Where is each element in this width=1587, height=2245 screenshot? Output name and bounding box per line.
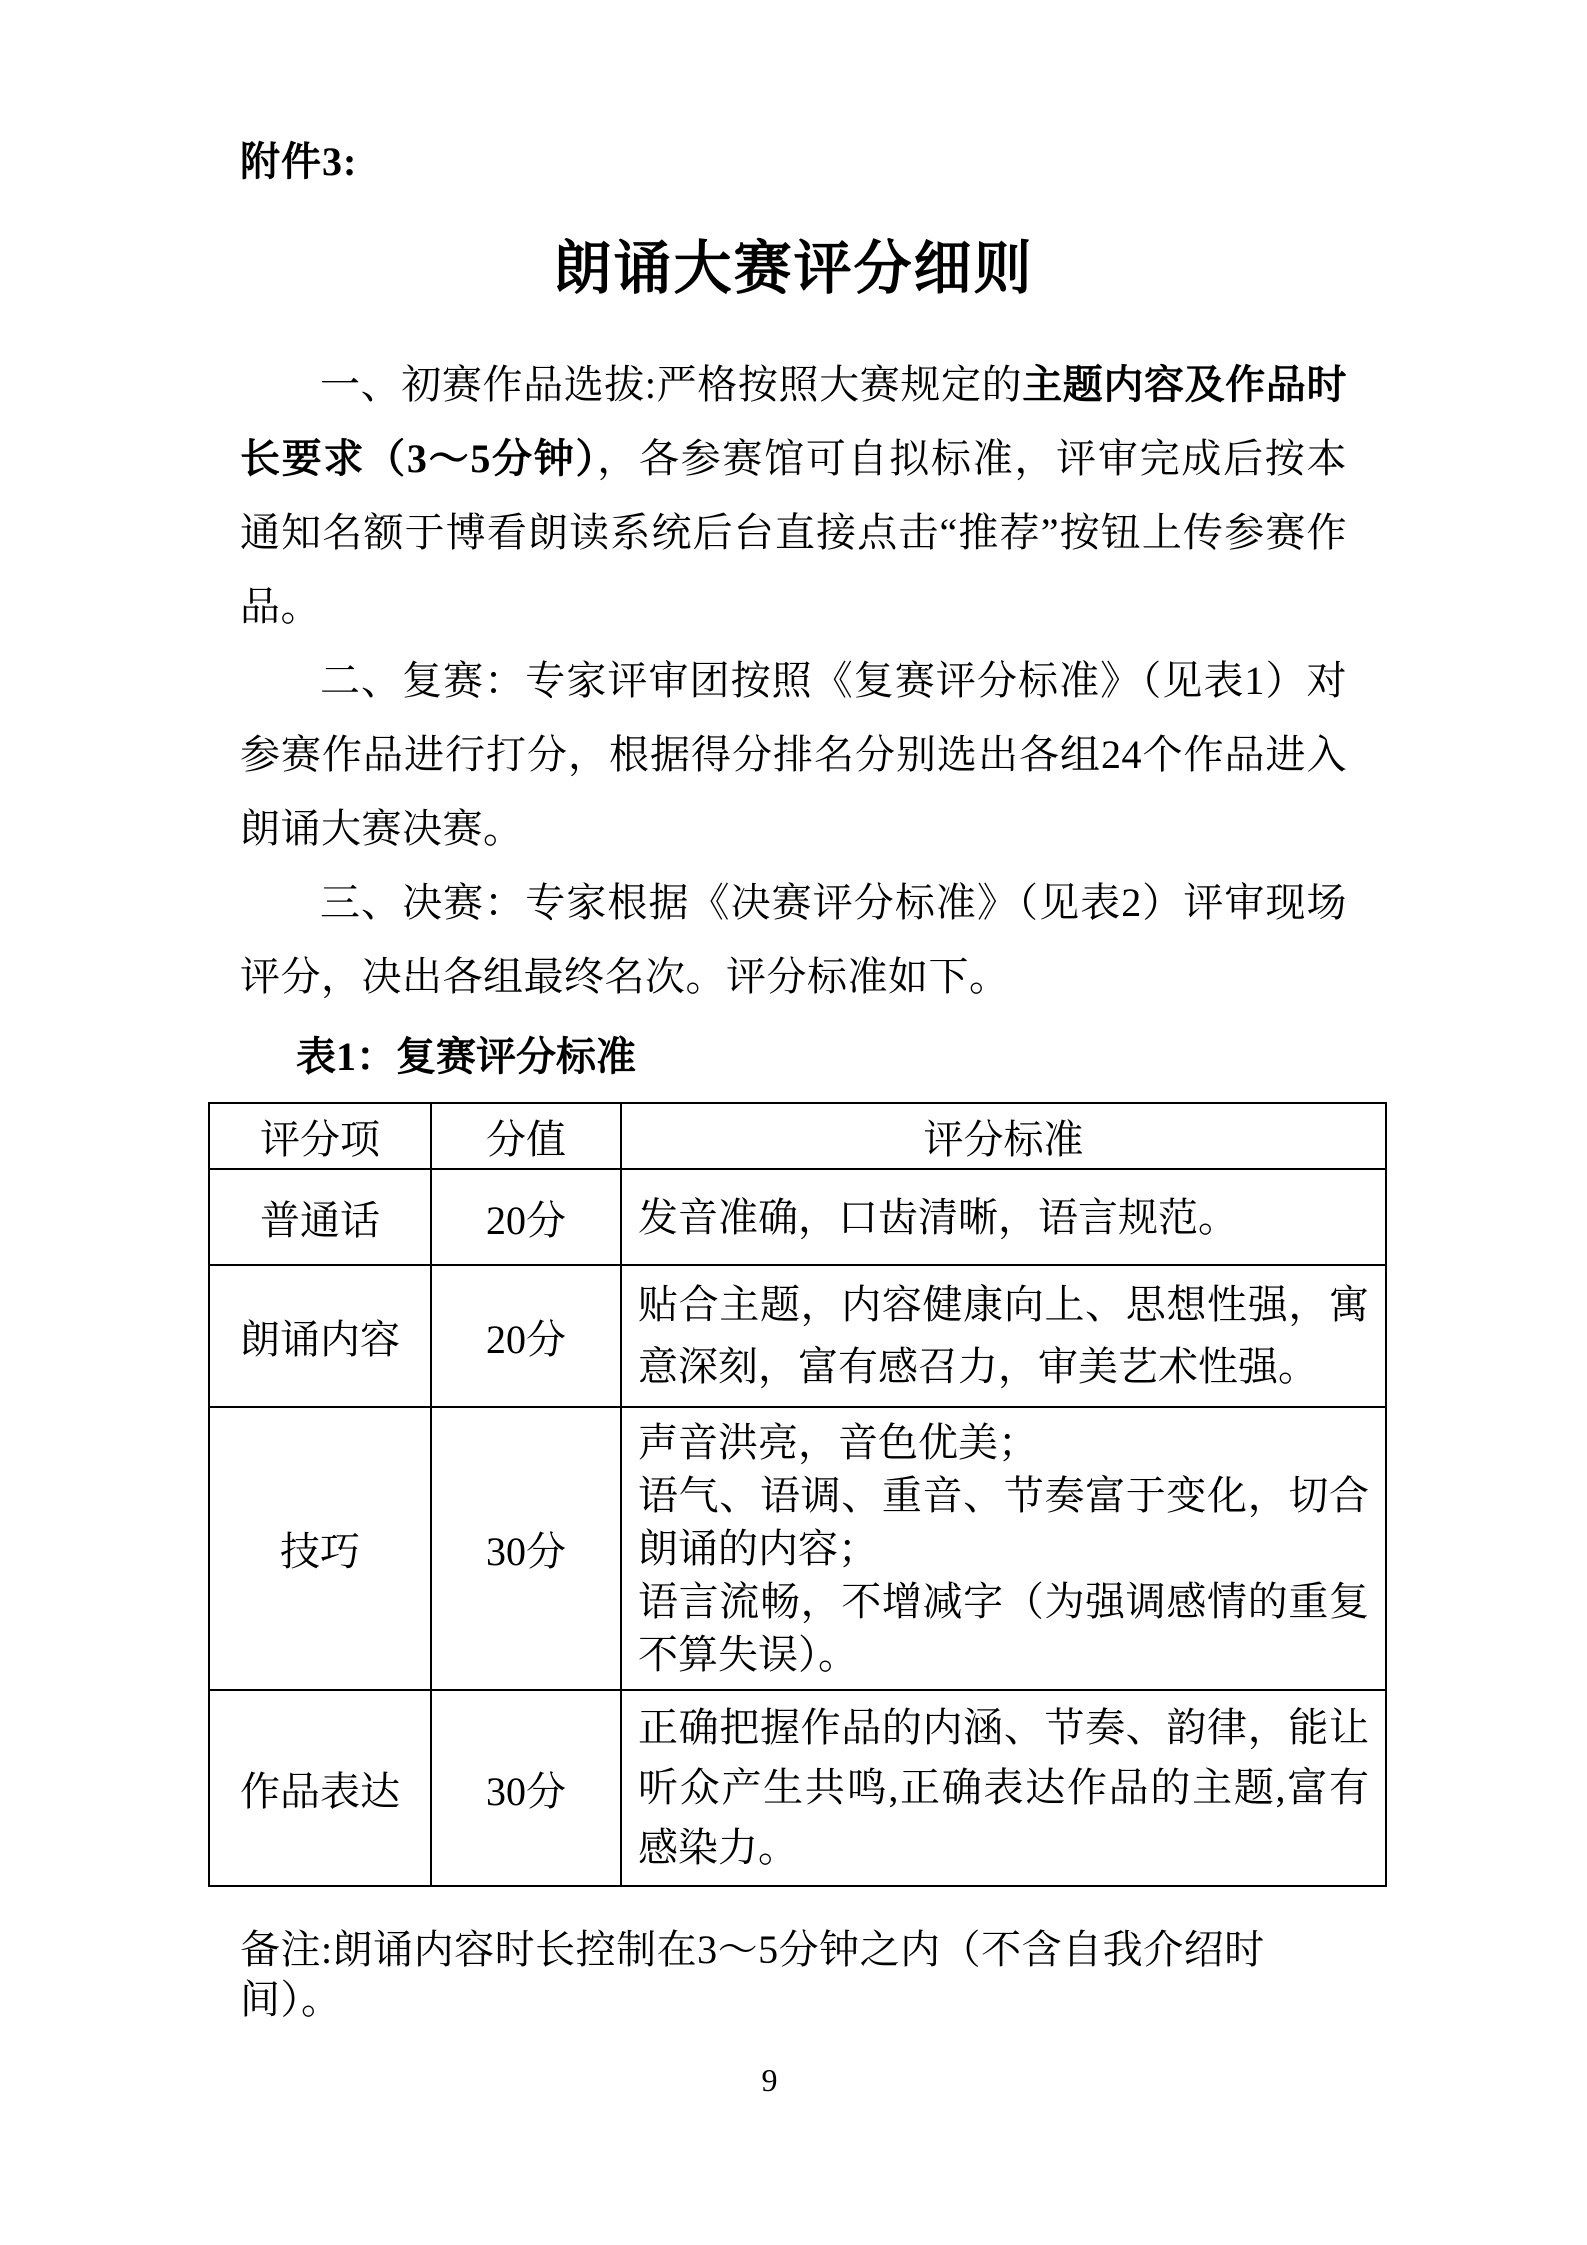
criteria-line: 语言流畅，不增减字（为强调感情的重复不算失误）。 [638, 1579, 1369, 1677]
cell-item-langsong-neirong: 朗诵内容 [209, 1265, 431, 1407]
table-header-score: 分值 [431, 1103, 621, 1169]
table-header-row [209, 1103, 1386, 1169]
body-paragraphs [240, 348, 1347, 1014]
table-row-jiqiao [209, 1407, 1386, 1690]
document-title: 朗诵大赛评分细则 [553, 236, 1034, 301]
paragraph-first-round [240, 348, 1347, 644]
criteria-line: 声音洪亮，音色优美； [638, 1420, 1038, 1465]
criteria-line: 贴合主题，内容健康向上、思想性强，寓意深刻，富有感召力，审美艺术性强。 [638, 1282, 1369, 1389]
cell-item-putonghua: 普通话 [209, 1169, 431, 1265]
paragraph-first-round-text-end: ，各参赛馆可自拟标准，评审完成后按本通知名额于博看朗读系统后台直接点击“推荐”按钮上传参赛作品。 [240, 436, 1348, 629]
cell-score-langsong-neirong: 20分 [431, 1265, 621, 1407]
table-header-criteria: 评分标准 [621, 1103, 1386, 1169]
table-row-zuopin-biaoda [209, 1690, 1386, 1886]
page-number: 9 [761, 2062, 778, 2098]
cell-item-jiqiao: 技巧 [209, 1407, 431, 1690]
table-header-item: 评分项 [209, 1103, 431, 1169]
attachment-label: 附件3: [240, 139, 358, 184]
cell-score-putonghua: 20分 [431, 1169, 621, 1265]
table-caption: 表1：复赛评分标准 [296, 1034, 636, 1079]
paragraph-semifinal: 二、复赛：专家评审团按照《复赛评分标准》（见表1）对参赛作品进行打分，根据得分排名分别选出各组24个作品进入朗诵大赛决赛。 [240, 658, 1347, 851]
note: 备注:朗诵内容时长控制在3～5分钟之内（不含自我介绍时间）。 [240, 1927, 1265, 2022]
paragraph-first-round-bold-text: 主题内容及作品时长要求（3～5分钟） [240, 362, 1347, 481]
paragraph-first-round-text-start: 一、初赛作品选拔:严格按照大赛规定的 [320, 362, 1023, 407]
cell-criteria-jiqiao [621, 1407, 1386, 1690]
cell-score-jiqiao: 30分 [431, 1407, 621, 1690]
cell-criteria-langsong-neirong [621, 1265, 1386, 1407]
score-table [208, 1102, 1387, 1887]
cell-criteria-zuopin-biaoda [621, 1690, 1386, 1886]
table-row-putonghua [209, 1169, 1386, 1265]
criteria-line: 语气、语调、重音、节奏富于变化，切合朗诵的内容； [638, 1473, 1369, 1571]
table-row-langsong-neirong [209, 1265, 1386, 1407]
cell-score-zuopin-biaoda: 30分 [431, 1690, 621, 1886]
cell-criteria-putonghua [621, 1169, 1386, 1265]
cell-item-zuopin-biaoda: 作品表达 [209, 1690, 431, 1886]
criteria-line: 发音准确，口齿清晰，语言规范。 [638, 1194, 1238, 1240]
paragraph-final: 三、决赛：专家根据《决赛评分标准》（见表2）评审现场评分，决出各组最终名次。评分标准如下。 [240, 880, 1347, 999]
criteria-line: 正确把握作品的内涵、节奏、韵律，能让听众产生共鸣,正确表达作品的主题,富有感染力。 [638, 1705, 1369, 1870]
